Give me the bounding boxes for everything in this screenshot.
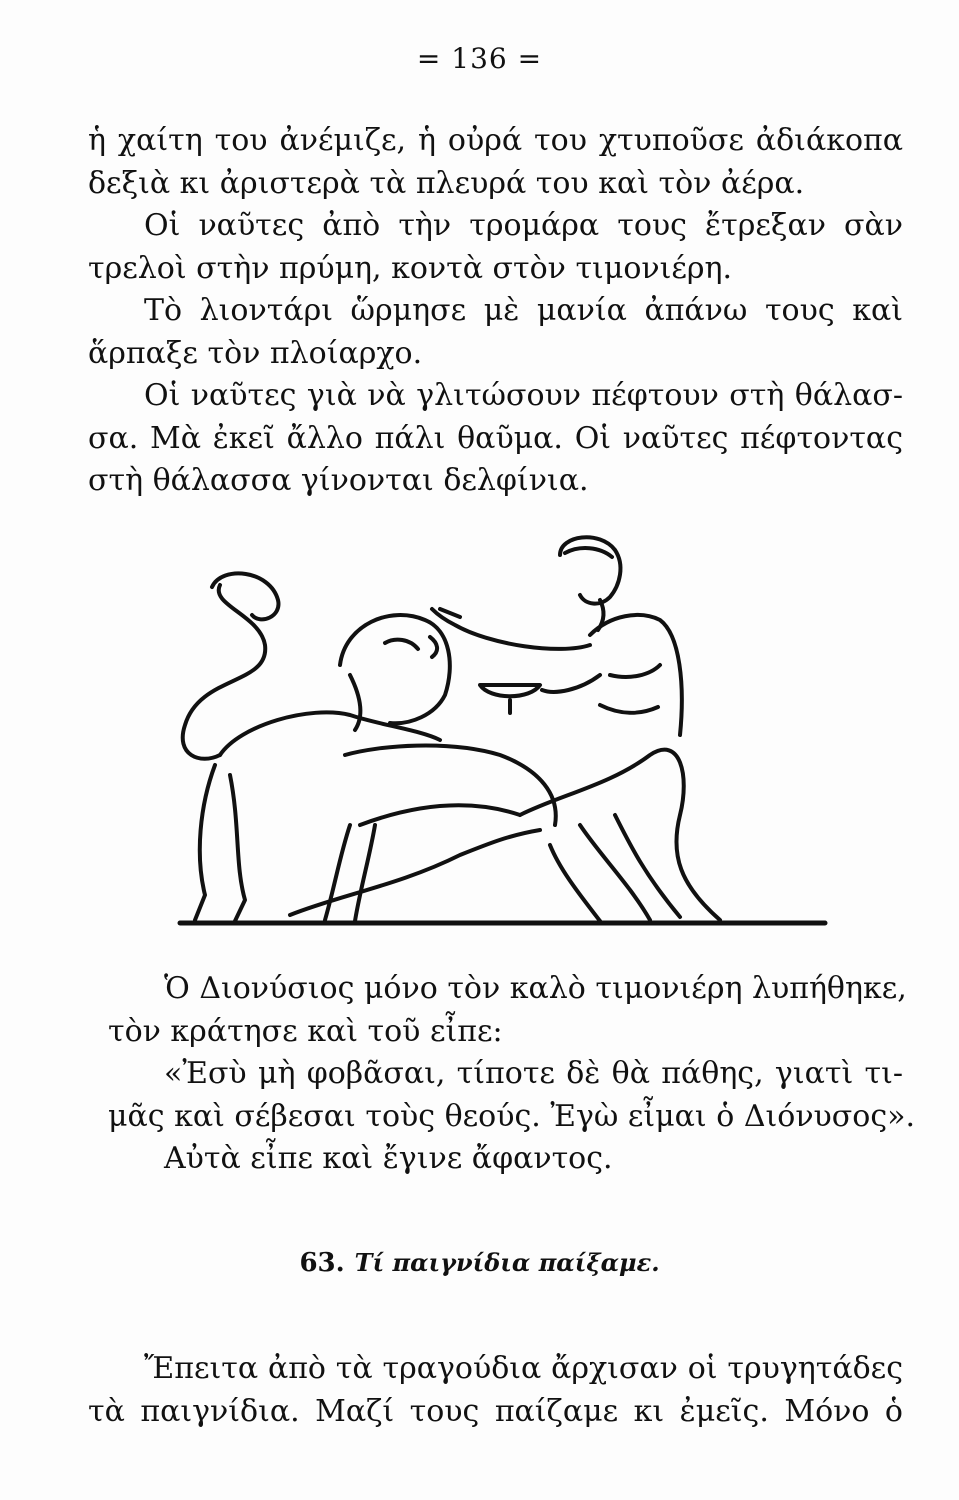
- text-block-bottom: [88, 1348, 903, 1433]
- text-line: τὰ παιγνίδια. Μαζί τους παίζαμε κι ἐμεῖς. Μόνο ὁ: [88, 1393, 903, 1429]
- text-line: Οἱ ναῦτες γιὰ νὰ γλιτώσουν πέφτουν στὴ θάλασ-: [144, 378, 903, 413]
- text-line: ἅρπαξε τὸν πλοίαρχο.: [88, 335, 423, 371]
- section-heading: [0, 1248, 959, 1278]
- text-line: Ἔπειτα ἀπὸ τὰ τραγούδια ἄρχισαν οἱ τρυγητάδες: [144, 1351, 903, 1386]
- text-line: τὸν κράτησε καὶ τοῦ εἶπε:: [108, 1013, 503, 1049]
- section-title: Τί παιγνίδια παίξαμε.: [354, 1248, 660, 1277]
- text-line: «Ἐσὺ μὴ φοβᾶσαι, τίποτε δὲ θὰ πάθης, γιατὶ τι-: [164, 1056, 903, 1091]
- page-number: = 136 =: [416, 42, 543, 75]
- text-block-top: [88, 120, 903, 503]
- dionysus-lion-illustration: [160, 525, 830, 935]
- text-line: δεξιὰ κι ἀριστερὰ τὰ πλευρά του καὶ τὸν ἀέρα.: [88, 165, 805, 201]
- text-line: σα. Μὰ ἐκεῖ ἄλλο πάλι θαῦμα. Οἱ ναῦτες πέφτοντας: [88, 420, 903, 456]
- text-line: τρελοὶ στὴν πρύμη, κοντὰ στὸν τιμονιέρη.: [88, 250, 733, 286]
- text-line: ἡ χαίτη του ἀνέμιζε, ἡ οὐρά του χτυποῦσε ἀδιάκοπα: [88, 123, 903, 158]
- text-line: μᾶς καὶ σέβεσαι τοὺς θεούς. Ἐγὼ εἶμαι ὁ Διόνυσος».: [108, 1098, 916, 1134]
- text-line: Τὸ λιοντάρι ὥρμησε μὲ μανία ἀπάνω τους καὶ: [144, 293, 903, 328]
- text-block-middle: [108, 968, 916, 1181]
- section-number: 63.: [299, 1248, 345, 1278]
- text-line: Αὐτὰ εἶπε καὶ ἔγινε ἄφαντος.: [164, 1141, 613, 1176]
- text-line: στὴ θάλασσα γίνονται δελφίνια.: [88, 463, 589, 498]
- text-line: Ὁ Διονύσιος μόνο τὸν καλὸ τιμονιέρη λυπήθηκε,: [164, 971, 907, 1006]
- text-line: Οἱ ναῦτες ἀπὸ τὴν τρομάρα τους ἔτρεξαν σὰν: [144, 208, 903, 243]
